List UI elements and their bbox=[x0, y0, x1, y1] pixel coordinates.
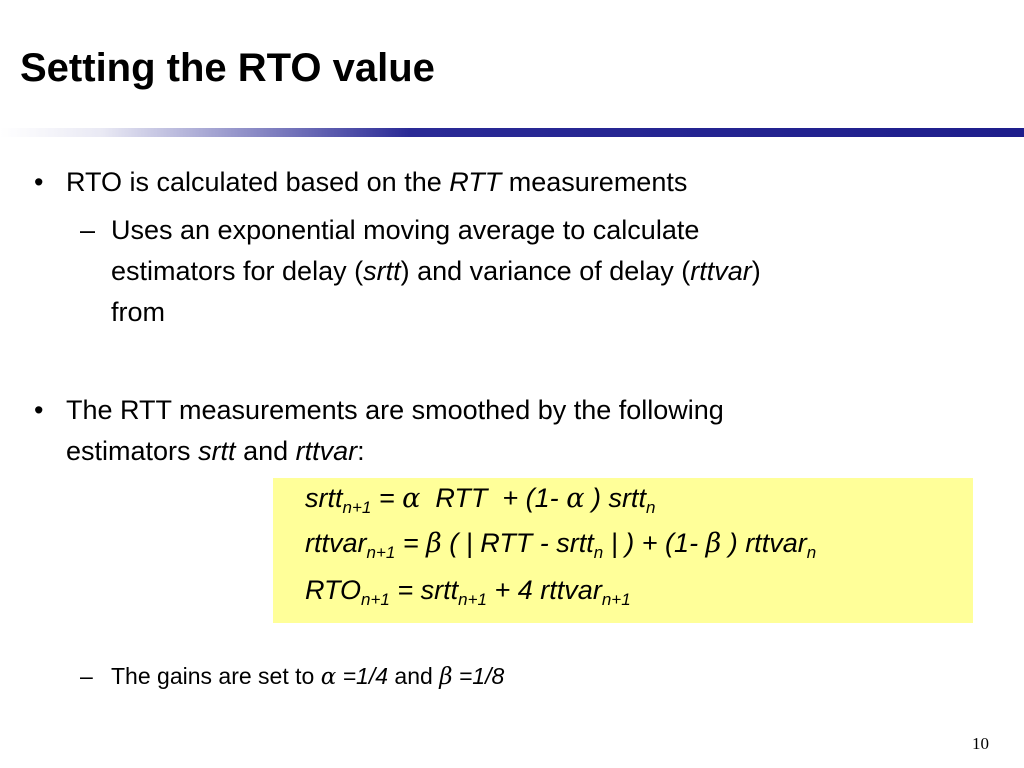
alpha-symbol: α bbox=[320, 664, 337, 690]
formula-subscript: n+1 bbox=[342, 498, 372, 517]
formula-text: + 4 rttvar bbox=[494, 575, 602, 605]
rtt-term: RTT bbox=[449, 167, 502, 197]
formula-subscript: n+1 bbox=[361, 590, 390, 609]
rttvar-term: rttvar bbox=[690, 256, 752, 286]
formula-text: srtt bbox=[305, 483, 343, 513]
bullet-text: estimators bbox=[66, 436, 191, 466]
gains-line bbox=[111, 662, 504, 691]
formula-subscript: n+1 bbox=[366, 543, 396, 562]
sub-bullet-text: estimators for delay ( bbox=[111, 256, 364, 286]
bullet-text: : bbox=[357, 436, 365, 466]
bullet-rtt-smoothed-line-2 bbox=[66, 435, 365, 467]
formula-rto bbox=[305, 574, 631, 609]
formula-text: ( | RTT - srtt bbox=[449, 528, 594, 558]
bullet-rto-calculated bbox=[66, 166, 687, 198]
bullet-rtt-smoothed-line-1: The RTT measurements are smoothed by the following bbox=[66, 395, 724, 425]
slide-title: Setting the RTO value bbox=[20, 46, 435, 90]
sub-bullet-line-2 bbox=[111, 255, 761, 287]
gains-text: and bbox=[394, 663, 433, 689]
alpha-symbol: α bbox=[402, 483, 421, 514]
title-divider bbox=[0, 128, 1024, 137]
formula-text: | ) + (1- bbox=[610, 528, 699, 558]
formula-subscript: n bbox=[645, 498, 656, 517]
formula-subscript: n bbox=[806, 543, 817, 562]
formula-subscript: n+1 bbox=[601, 590, 631, 609]
formula-text: RTT + (1- bbox=[435, 483, 559, 513]
srtt-term: srtt bbox=[198, 436, 236, 466]
formula-text: = srtt bbox=[397, 575, 459, 605]
beta-symbol: β bbox=[705, 528, 722, 559]
formula-subscript: n bbox=[593, 543, 604, 562]
beta-value: =1/8 bbox=[458, 663, 505, 689]
bullet-text: RTO is calculated based on the bbox=[66, 167, 442, 197]
bullet-marker: • bbox=[34, 395, 44, 425]
sub-bullet-line-1: Uses an exponential moving average to calculate bbox=[111, 215, 700, 245]
alpha-symbol: α bbox=[566, 483, 585, 514]
formula-text: ) srtt bbox=[591, 483, 646, 513]
sub-bullet-line-3: from bbox=[111, 297, 165, 327]
formula-text: = bbox=[402, 528, 419, 558]
formula-srtt bbox=[305, 482, 655, 515]
bullet-marker: • bbox=[34, 167, 44, 197]
formula-rttvar bbox=[305, 527, 816, 560]
alpha-value: =1/4 bbox=[342, 663, 389, 689]
formula-text: rttvar bbox=[305, 528, 367, 558]
page-number: 10 bbox=[972, 734, 989, 753]
srtt-term: srtt bbox=[363, 256, 401, 286]
beta-symbol: β bbox=[426, 528, 442, 559]
rttvar-term: rttvar bbox=[295, 436, 358, 466]
sub-bullet-marker: – bbox=[80, 215, 96, 245]
formula-subscript: n+1 bbox=[458, 590, 487, 609]
formula-text: ) rttvar bbox=[728, 528, 807, 558]
bullet-text: and bbox=[243, 436, 289, 466]
sub-bullet-marker: – bbox=[80, 663, 93, 689]
formula-text: = bbox=[378, 483, 395, 513]
formula-text: RTO bbox=[305, 575, 362, 605]
gains-text: The gains are set to bbox=[111, 663, 315, 689]
sub-bullet-text: ) bbox=[751, 256, 761, 286]
beta-symbol: β bbox=[439, 664, 453, 690]
sub-bullet-text: ) and variance of delay ( bbox=[400, 256, 691, 286]
bullet-text: measurements bbox=[508, 167, 688, 197]
